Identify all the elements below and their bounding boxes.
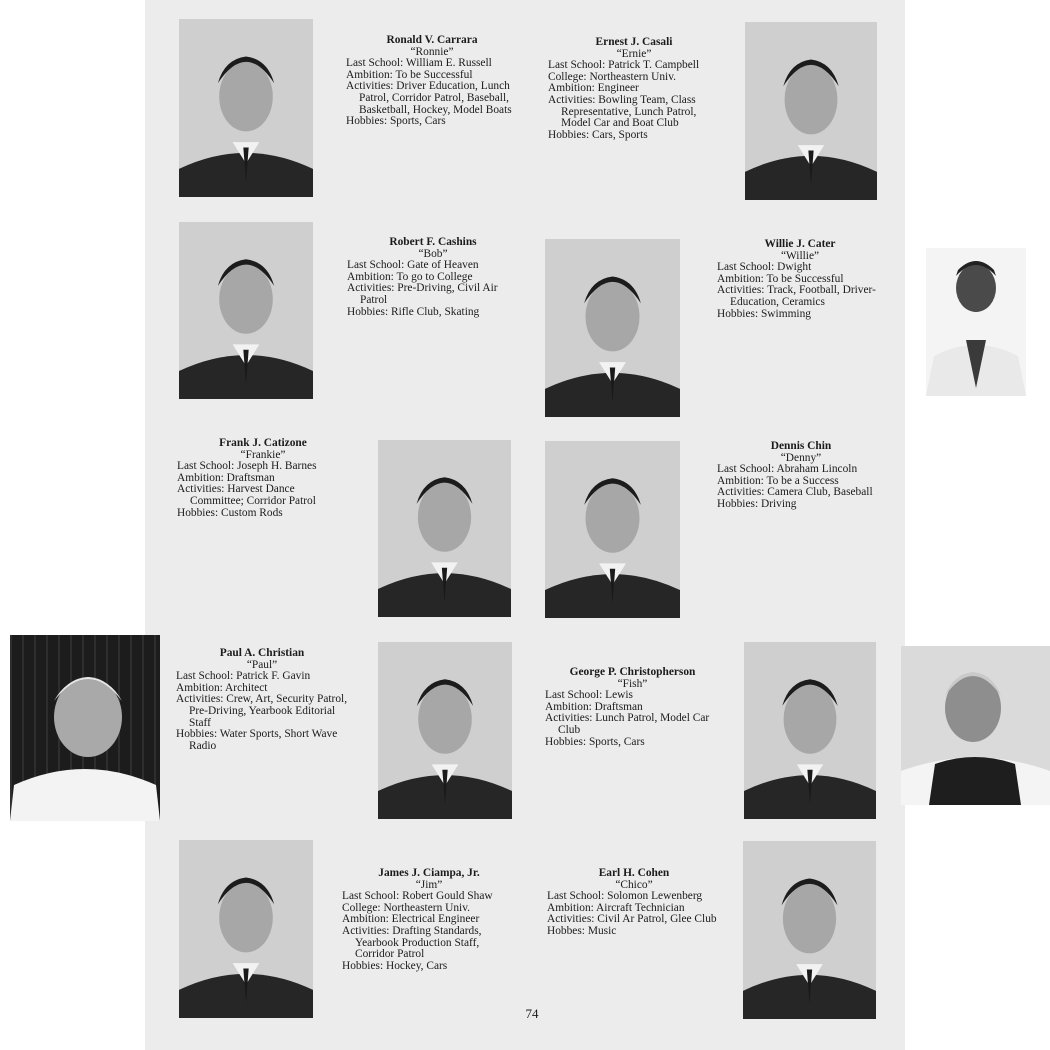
student-detail-line: Activities: Camera Club, Baseball [717, 486, 873, 499]
page-number: 74 [525, 1006, 539, 1021]
entry-christian [176, 648, 348, 752]
student-nickname: “Chico” [615, 878, 653, 891]
student-nickname: “Willie” [780, 249, 820, 262]
student-detail-line: Activities: Lunch Patrol, Model Car Club [545, 712, 710, 736]
student-name: Earl H. Cohen [598, 867, 670, 879]
student-detail-line: College: Northeastern Univ. [548, 70, 677, 83]
student-name: Robert F. Cashins [389, 236, 477, 248]
photo-chin [545, 441, 680, 618]
student-name: Frank J. Catizone [219, 437, 307, 449]
inset-photo-cater-modern [926, 248, 1026, 396]
student-detail-line: Hobbies: Water Sports, Short Wave Radio [176, 728, 338, 752]
student-name: Willie J. Cater [764, 238, 836, 250]
student-name: Dennis Chin [770, 440, 832, 452]
entry-cohen [547, 868, 721, 938]
student-detail-line: Hobbies: Rifle Club, Skating [347, 305, 480, 318]
student-detail-line: Ambition: To be Successful [346, 68, 473, 81]
student-detail-line: Last School: Solomon Lewenberg [547, 890, 703, 903]
student-nickname: “Ronnie” [410, 45, 454, 58]
student-detail-line: Hobbies: Sports, Cars [346, 115, 446, 128]
student-detail-line: Ambition: Draftsman [177, 471, 275, 484]
student-detail-line: Last School: Lewis [545, 689, 633, 702]
student-nickname: “Ernie” [616, 47, 652, 60]
inset-photo-christian-modern [10, 635, 160, 821]
photo-cohen [743, 841, 876, 1019]
student-name: James J. Ciampa, Jr. [378, 867, 480, 879]
student-detail-line: Last School: Joseph H. Barnes [177, 460, 317, 473]
entry-christopherson [545, 667, 720, 748]
student-detail-line: Last School: Dwight [717, 261, 812, 274]
student-name: George P. Christopherson [569, 666, 696, 678]
student-detail-line: Activities: Pre-Driving, Civil Air Patrol [347, 282, 498, 306]
student-detail-line: Hobbies: Driving [717, 497, 797, 510]
student-nickname: “Denny” [780, 451, 822, 464]
student-detail-line: Last School: Patrick F. Gavin [176, 670, 311, 683]
inset-photo-christopherson-modern [901, 646, 1050, 805]
student-nickname: “Jim” [415, 878, 443, 891]
student-detail-line: Ambition: To go to College [347, 270, 473, 283]
entry-carrara [346, 35, 518, 128]
photo-christopherson [744, 642, 876, 819]
student-detail-line: Hobbies: Swimming [717, 307, 811, 320]
student-detail-line: Last School: Gate of Heaven [347, 259, 479, 272]
student-detail-line: Hobbies: Sports, Cars [545, 735, 645, 748]
student-detail-line: Activities: Driver Education, Lunch Patrol, Corridor Patrol, Baseball, Basketball, Hockey, Model Boats [346, 80, 512, 116]
student-detail-line: Activities: Track, Football, Driver-Education, Ceramics [717, 284, 876, 308]
student-detail-line: Ambition: Electrical Engineer [342, 913, 480, 926]
photo-carrara [179, 19, 313, 197]
student-name: Ronald V. Carrara [386, 34, 478, 46]
student-nickname: “Bob” [418, 247, 448, 260]
student-detail-line: Activities: Civil Ar Patrol, Glee Club [547, 913, 717, 926]
entry-cashins [347, 237, 519, 318]
student-detail-line: Hobbies: Hockey, Cars [342, 959, 448, 972]
student-detail-line: Activities: Crew, Art, Security Patrol, Pre-Driving, Yearbook Editorial Staff [176, 693, 348, 729]
entry-ciampa [342, 868, 516, 972]
student-detail-line: Hobbies: Custom Rods [177, 506, 283, 519]
student-detail-line: Hobbies: Cars, Sports [548, 128, 648, 141]
student-detail-line: Ambition: To be Successful [717, 272, 844, 285]
photo-cater [545, 239, 680, 417]
photo-casali [745, 22, 877, 200]
student-detail-line: Ambition: Engineer [548, 82, 639, 95]
student-name: Paul A. Christian [219, 647, 305, 659]
student-detail-line: Activities: Harvest Dance Committee; Corridor Patrol [177, 483, 316, 507]
entry-chin [717, 441, 885, 511]
student-detail-line: Last School: William E. Russell [346, 57, 492, 70]
photo-ciampa [179, 840, 313, 1018]
student-detail-line: Last School: Patrick T. Campbell [548, 59, 700, 72]
student-detail-line: College: Northeastern Univ. [342, 901, 471, 914]
student-detail-line: Activities: Drafting Standards, Yearbook Production Staff, Corridor Patrol [342, 924, 482, 961]
photo-christian [378, 642, 512, 819]
entry-cater [717, 239, 883, 320]
student-name: Ernest J. Casali [595, 36, 673, 48]
student-detail-line: Ambition: Architect [176, 681, 268, 694]
student-detail-line: Ambition: Draftsman [545, 700, 643, 713]
photo-catizone [378, 440, 511, 617]
student-detail-line: Last School: Robert Gould Shaw [342, 890, 493, 903]
student-nickname: “Fish” [617, 677, 648, 690]
student-nickname: “Frankie” [240, 448, 286, 461]
entry-casali [548, 37, 720, 141]
entry-catizone [177, 438, 349, 519]
student-nickname: “Paul” [246, 658, 278, 671]
student-detail-line: Ambition: To be a Success [717, 474, 839, 487]
student-detail-line: Activities: Bowling Team, Class Representative, Lunch Patrol, Model Car and Boat Club [548, 93, 697, 130]
student-detail-line: Hobbes: Music [547, 924, 617, 937]
photo-cashins [179, 222, 313, 399]
student-detail-line: Ambition: Aircraft Technician [547, 901, 685, 914]
student-detail-line: Last School: Abraham Lincoln [717, 463, 858, 476]
